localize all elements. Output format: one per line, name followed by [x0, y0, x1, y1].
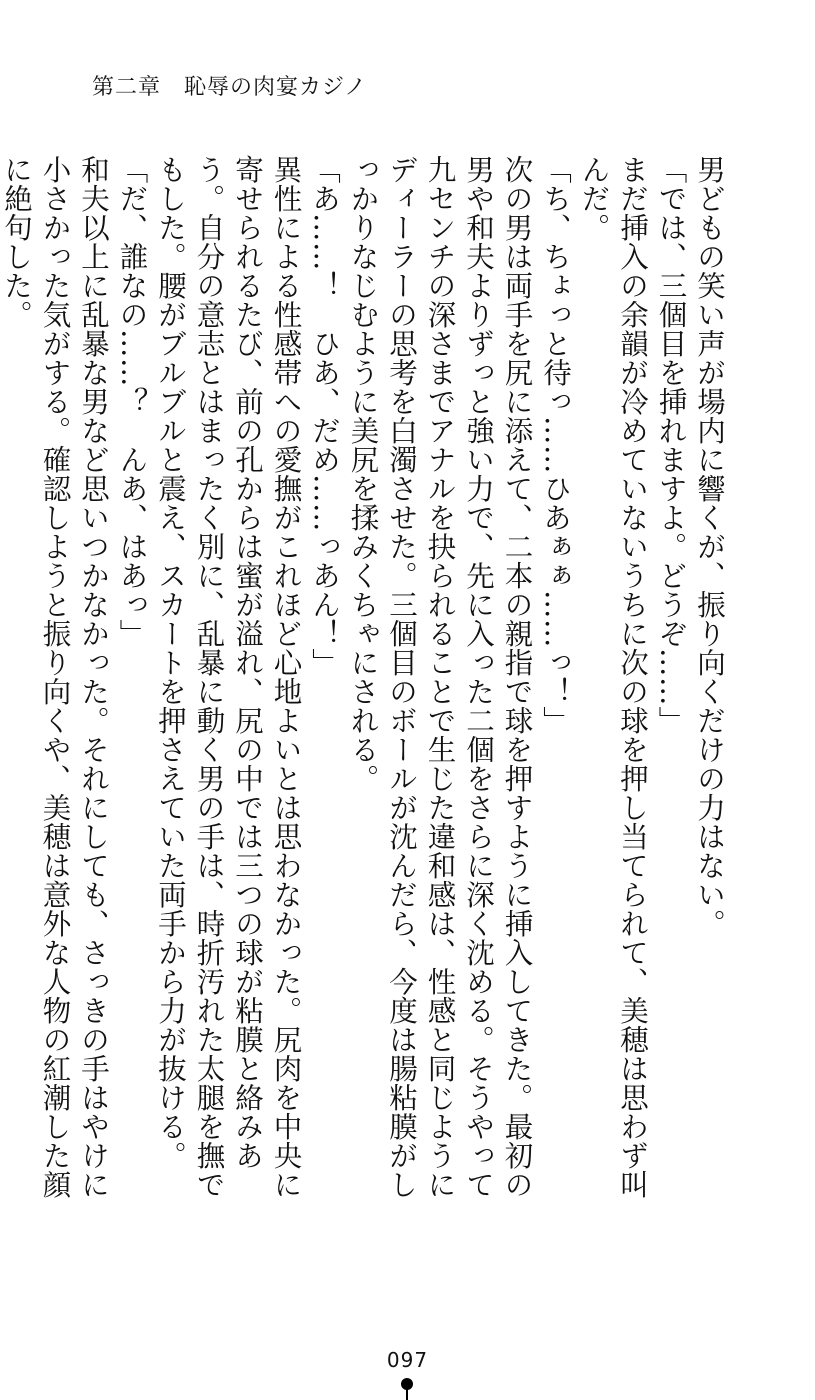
paragraph: 「あ……！ ひあ、だめ……っあん！」: [308, 155, 341, 677]
page-marker-stem: [406, 1388, 408, 1400]
paragraph: まだ挿入の余韻が冷めていないうちに次の球を押し当てられて、美穂は思わず叫んだ。: [577, 155, 649, 1199]
paragraph: 次の男は両手を尻に添えて、二本の親指で球を押すように挿入してきた。最初の男や和夫よりずっと強い力で、先に入った二個をさらに深く沈める。そうやって九センチの深さまでアナルを抉られることで生じた違和感は、性感と同じようにディーラーの思考を白濁させた。三個目のボールが沈んだら、今度は腸粘膜がしっかりなじむように美尻を揉みくちゃにされる。: [346, 155, 534, 1199]
paragraph: 男どもの笑い声が場内に響くが、振り向くだけの力はない。: [693, 155, 726, 938]
paragraph: 「だ、誰なの……？ んあ、はあっ」: [115, 155, 149, 648]
chapter-title: 第二章 恥辱の肉宴カジノ: [92, 75, 368, 100]
body-text: [0, 155, 728, 1205]
paragraph: 異性による性感帯への愛撫がこれほど心地よいとは思わなかった。尻肉を中央に寄せられるたび、前の孔からは蜜が溢れ、尻の中では三つの球が粘膜と絡みあう。自分の意志とはまったく別に、乱暴に動く男の手は、時折汚れた太腿を撫でもした。腰がブルブルと震え、スカートを押さえていた両手から力が抜ける。: [154, 155, 303, 1199]
paragraph: 「では、三個目を挿れますよ。どうぞ……」: [654, 155, 688, 735]
page-number: 097: [386, 1348, 429, 1372]
paragraph: 和夫以上に乱暴な男など思いつかなかった。それにしても、さっきの手はやけに小さかった気がする。確認しようと振り向くや、美穂は意外な人物の紅潮した顔に絶句した。: [0, 155, 110, 1199]
paragraph: 「ち、ちょっと待っ……ひあぁぁ……っ！」: [539, 155, 572, 735]
